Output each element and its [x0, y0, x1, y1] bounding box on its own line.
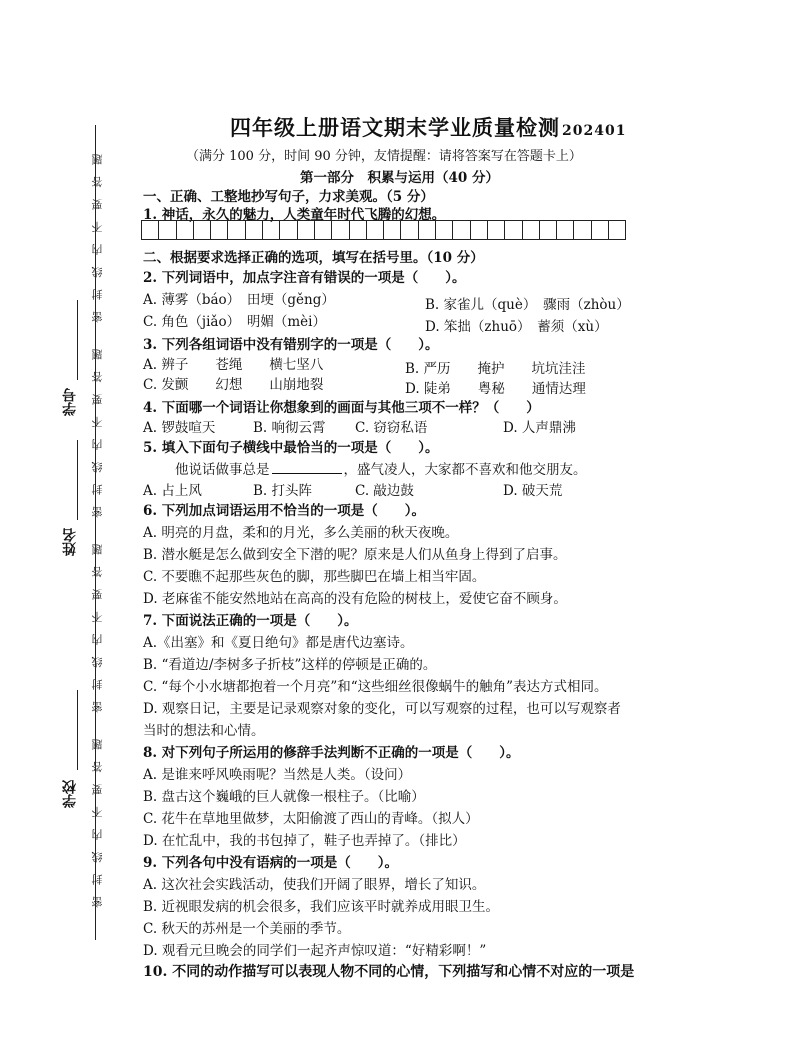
q5-option-b: B. 打头阵: [253, 483, 313, 499]
section2-heading: 二、根据要求选择正确的选项，填写在括号里。（10 分）: [143, 250, 484, 266]
grid-cell[interactable]: [539, 220, 557, 240]
q7-option-d-line2: 当时的想法和心情。: [143, 723, 265, 739]
q2-option-d: D. 笨拙（zhuō） 蓄须（xù）: [425, 319, 608, 335]
q7-stem: 7. 下面说法正确的一项是（ ）。: [143, 613, 358, 629]
q7-option-a: A.《出塞》和《夏日绝句》都是唐代边塞诗。: [143, 635, 414, 651]
q8-option-a: A. 是谁来呼风唤雨呢？当然是人类。（设问）: [143, 767, 412, 783]
grid-cell[interactable]: [366, 220, 384, 240]
q8-option-d: D. 在忙乱中，我的书包掉了，鞋子也弄掉了。（排比）: [143, 833, 466, 849]
q5-sentence-pre: 他说话做事总是: [175, 462, 270, 478]
grid-cell[interactable]: [176, 220, 194, 240]
q2-option-b: B. 家雀儿（què） 骤雨（zhòu）: [425, 297, 630, 313]
grid-cell[interactable]: [608, 220, 626, 240]
q1-text: 1. 神话，永久的魅力，人类童年时代飞腾的幻想。: [143, 207, 446, 223]
q3-option-d: D. 陡弟 粤秘 通情达理: [405, 381, 586, 397]
q9-option-a: A. 这次社会实践活动，使我们开阔了眼界，增长了知识。: [143, 877, 486, 893]
grid-cell[interactable]: [245, 220, 263, 240]
grid-cell[interactable]: [452, 220, 470, 240]
q8-stem: 8. 对下列句子所运用的修辞手法判断不正确的一项是（ ）。: [143, 745, 520, 761]
name-label: 姓名: [62, 528, 78, 556]
q9-option-d: D. 观看元旦晚会的同学们一起齐声惊叹道：“好精彩啊！”: [143, 943, 487, 959]
q10-stem: 10. 不同的动作描写可以表现人物不同的心情，下列描写和心情不对应的一项是: [143, 964, 635, 980]
q6-stem: 6. 下列加点词语运用不恰当的一项是（ ）。: [143, 503, 426, 519]
q6-option-c: C. 不要瞧不起那些灰色的脚，那些脚巴在墙上相当牢固。: [143, 569, 486, 585]
q5-option-d: D. 破天荒: [503, 483, 563, 499]
grid-cell[interactable]: [227, 220, 245, 240]
q6-option-b: B. 潜水艇是怎么做到安全下潜的呢？原来是人们从鱼身上得到了启事。: [143, 547, 567, 563]
q2-option-a: A. 薄雾（báo） 田埂（gěng）: [143, 292, 335, 308]
title-text: 四年级上册语文期末学业质量检测: [230, 115, 560, 140]
grid-cell[interactable]: [193, 220, 211, 240]
q4-stem: 4. 下面哪一个词语让你想象到的画面与其他三项不一样？（ ）: [143, 400, 540, 416]
student-id-line[interactable]: [77, 300, 78, 380]
q8-option-c: C. 花牛在草地里做梦，太阳偷渡了西山的青峰。（拟人）: [143, 811, 479, 827]
exam-code: 202401: [562, 123, 627, 139]
q9-option-c: C. 秋天的苏州是一个美丽的季节。: [143, 921, 351, 937]
grid-cell[interactable]: [487, 220, 505, 240]
grid-cell[interactable]: [591, 220, 609, 240]
q3-stem: 3. 下列各组词语中没有错别字的一项是（ ）。: [143, 337, 439, 353]
q5-stem: 5. 填入下面句子横线中最恰当的一项是（ ）。: [143, 440, 439, 456]
grid-cell[interactable]: [262, 220, 280, 240]
grid-cell[interactable]: [279, 220, 297, 240]
section1-heading: 一、正确、工整地抄写句子，力求美观。（5 分）: [143, 189, 434, 205]
school-label: 学校: [62, 780, 78, 808]
q4-option-d: D. 人声鼎沸: [503, 420, 576, 436]
grid-cell[interactable]: [435, 220, 453, 240]
subtitle: （满分 100 分，时间 90 分钟，友情提醒：请将答案写在答题卡上）: [186, 149, 582, 164]
q5-sentence-post: ，盛气凌人，大家都不喜欢和他交朋友。: [343, 462, 587, 478]
q5-option-c: C. 敲边鼓: [355, 483, 414, 499]
grid-cell[interactable]: [470, 220, 488, 240]
writing-grid[interactable]: [142, 220, 626, 240]
q7-option-d-line1: D. 观察日记，主要是记录观察对象的变化，可以写观察的过程，也可以写观察者: [143, 701, 621, 717]
grid-cell[interactable]: [383, 220, 401, 240]
grid-cell[interactable]: [297, 220, 315, 240]
q4-option-b: B. 响彻云霄: [253, 420, 326, 436]
grid-cell[interactable]: [400, 220, 418, 240]
student-id-label: 学号: [62, 388, 78, 416]
grid-cell[interactable]: [210, 220, 228, 240]
page-title: [230, 112, 626, 142]
grid-cell[interactable]: [522, 220, 540, 240]
q6-option-d: D. 老麻雀不能安然地站在高高的没有危险的树枝上，爱使它奋不顾身。: [143, 591, 567, 607]
q7-option-c: C. “每个小水塘都抱着一个月亮”和“这些细丝很像蜗牛的触角”表达方式相同。: [143, 679, 608, 695]
q3-option-b: B. 严历 掩护 坑坑洼洼: [405, 361, 586, 377]
grid-cell[interactable]: [573, 220, 591, 240]
q5-sentence: [175, 458, 587, 478]
binding-text-3: 密 封 线 内 不 要 答 题: [91, 540, 104, 713]
grid-cell[interactable]: [418, 220, 436, 240]
q2-option-c: C. 角色（jiǎo） 明媚（mèi）: [143, 314, 326, 330]
q9-option-b: B. 近视眼发病的机会很多，我们应该平时就养成用眼卫生。: [143, 899, 500, 915]
q3-option-a: A. 辨子 苍绳 横七坚八: [143, 357, 324, 373]
grid-cell[interactable]: [141, 220, 159, 240]
binding-text-4: 密 封 线 内 不 要 答 题: [91, 735, 104, 908]
school-line[interactable]: [77, 690, 78, 770]
grid-cell[interactable]: [504, 220, 522, 240]
q5-blank[interactable]: [272, 473, 342, 474]
grid-cell[interactable]: [158, 220, 176, 240]
part-heading: 第一部分 积累与运用（40 分）: [300, 170, 499, 186]
grid-cell[interactable]: [314, 220, 332, 240]
q9-stem: 9. 下列各句中没有语病的一项是（ ）。: [143, 855, 399, 871]
q4-option-a: A. 锣鼓喧天: [143, 420, 216, 436]
name-line[interactable]: [77, 440, 78, 520]
q5-option-a: A. 占上风: [143, 483, 202, 499]
q2-stem: 2. 下列词语中，加点字注音有错误的一项是（ ）。: [143, 270, 466, 286]
q7-option-b: B. “看道边/李树多子折枝”这样的停顿是正确的。: [143, 657, 437, 673]
q3-option-c: C. 发颤 幻想 山崩地裂: [143, 377, 324, 393]
binding-text-1: 密 封 线 内 不 要 答 题: [91, 150, 104, 323]
q8-option-b: B. 盘古这个巍峨的巨人就像一根柱子。（比喻）: [143, 789, 425, 805]
q6-option-a: A. 明亮的月盘，柔和的月光，多么美丽的秋天夜晚。: [143, 525, 459, 541]
q4-option-c: C. 窃窃私语: [355, 420, 428, 436]
grid-cell[interactable]: [331, 220, 349, 240]
grid-cell[interactable]: [556, 220, 574, 240]
binding-text-2: 密 封 线 内 不 要 答 题: [91, 345, 104, 518]
grid-cell[interactable]: [349, 220, 367, 240]
